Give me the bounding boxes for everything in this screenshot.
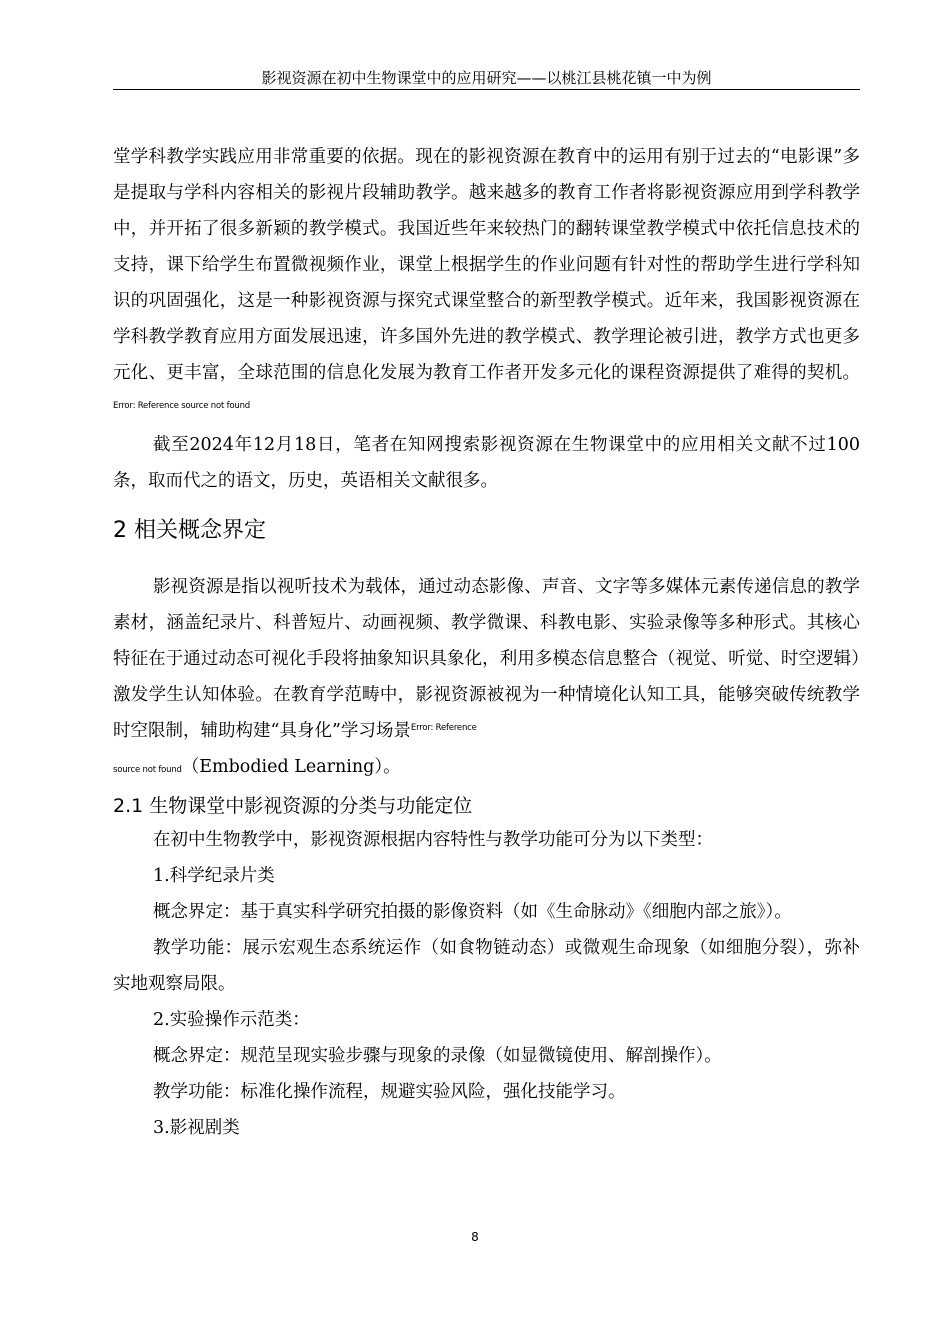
reference-error: Error: Reference (410, 723, 477, 733)
page-number: 8 (471, 1230, 479, 1244)
list-item-film: 3.影视剧类 (153, 1118, 240, 1138)
paragraph-text: 影视资源是指以视听技术为载体，通过动态影像、声音、文字等多媒体元素传递信息的教学素材，涵盖纪录片、科普短片、动画视频、教学微课、科教电影、实验录像等多种形式。其核心特征在于通过动态可视化手段将抽象知识具象化，利用多模态信息整合（视觉、听觉、时空逻辑）激发学生认知体验。在教育学范畴中，影视资源被视为一种情境化认知工具，能够突破传统教学时空限制，辅助构建“具身化”学习场景 (113, 577, 860, 741)
paragraph-function-experiment: 教学功能：标准化操作流程，规避实验风险，强化技能学习。 (153, 1082, 626, 1102)
reference-error-continued: source not found (113, 765, 182, 775)
paragraph-tail: （Embodied Learning）。 (181, 757, 401, 777)
list-item-documentary: 1.科学纪录片类 (153, 866, 275, 886)
paragraph-definition (113, 569, 860, 788)
running-header: 影视资源在初中生物课堂中的应用研究——以桃江县桃花镇一中为例 (261, 69, 712, 87)
header-rule (113, 89, 860, 90)
paragraph-concept-documentary: 概念界定：基于真实科学研究拍摄的影像资料（如《生命脉动》《细胞内部之旅》）。 (153, 902, 792, 922)
paragraph-text: 堂学科教学实践应用非常重要的依据。现在的影视资源在教育中的运用有别于过去的“电影课”多是提取与学科内容相关的影视片段辅助教学。越来越多的教育工作者将影视资源应用到学科教学中，并开拓了很多新颖的教学模式。我国近些年来较热门的翻转课堂教学模式中依托信息技术的支持，课下给学生布置微视频作业，课堂上根据学生的作业问题有针对性的帮助学生进行学科知识的巩固强化，这是一种影视资源与探究式课堂整合的新型教学模式。近年来，我国影视资源在学科教学教育应用方面发展迅速，许多国外先进的教学模式、教学理论被引进，教学方式也更多元化、更丰富，全球范围的信息化发展为教育工作者开发多元化的课程资源提供了难得的契机。 (113, 147, 860, 383)
heading-spacing (113, 551, 860, 569)
paragraph-literature-count: 截至2024年12月18日，笔者在知网搜索影视资源在生物课堂中的应用相关文献不过100条，取而代之的语文，历史，英语相关文献很多。 (113, 435, 860, 491)
subsection-heading: 2.1 生物课堂中影视资源的分类与功能定位 (113, 795, 473, 817)
paragraph-intro: 在初中生物教学中，影视资源根据内容特性与教学功能可分为以下类型： (153, 830, 713, 850)
page-body (113, 139, 860, 1146)
paragraph-continuation (113, 139, 860, 427)
list-item-experiment: 2.实验操作示范类： (153, 1010, 310, 1030)
reference-error: Error: Reference source not found (113, 401, 250, 411)
paragraph-concept-experiment: 概念界定：规范呈现实验步骤与现象的录像（如显微镜使用、解剖操作）。 (153, 1046, 722, 1066)
section-heading: 2 相关概念界定 (113, 518, 266, 543)
paragraph-function-documentary: 教学功能：展示宏观生态系统运作（如食物链动态）或微观生命现象（如细胞分裂），弥补实地观察局限。 (113, 938, 860, 994)
